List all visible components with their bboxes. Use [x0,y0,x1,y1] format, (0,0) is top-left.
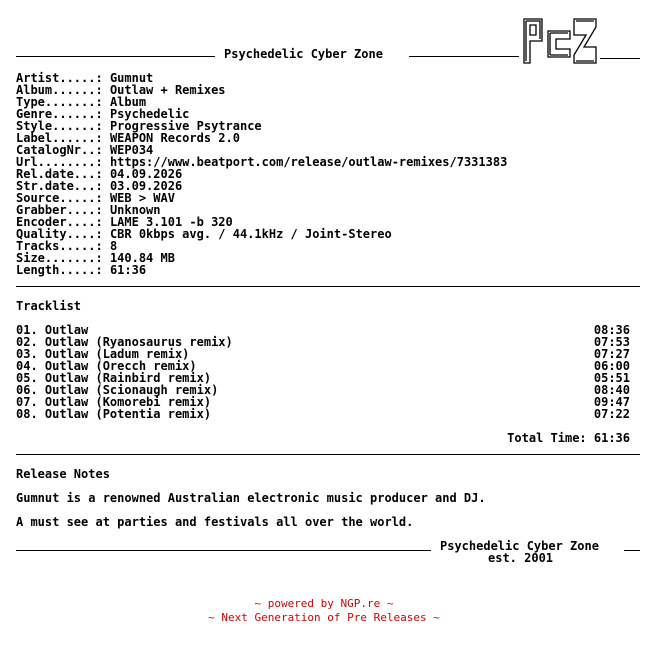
track-title: 05. Outlaw (Rainbird remix) [16,371,212,385]
info-row: Type.......: Album [16,95,147,109]
release-url-link[interactable]: https://www.beatport.com/release/outlaw-remixes/7331383 [109,155,508,169]
header-rule-left [16,56,215,57]
info-row-url: Url........: https://www.beatport.com/release/outlaw-remixes/7331383 [16,155,508,169]
track-title: 08. Outlaw (Potentia remix) [16,407,212,421]
info-row: Rel.date...: 04.09.2026 [16,167,183,181]
header-rule-far-right [600,58,640,59]
track-time: 05:51 [593,371,630,385]
svg-text:PCZ: PCZ [560,64,562,65]
footer-powered-by: ~ powered by NGP.re ~ [254,597,394,610]
info-row: Quality....: CBR 0kbps avg. / 44.1kHz / Joint-Stereo [16,227,392,241]
info-row: Size.......: 140.84 MB [16,251,175,265]
section-divider [16,454,640,455]
release-notes-line: Gumnut is a renowned Australian electronic music producer and DJ. [16,491,486,505]
track-time: 09:47 [593,395,630,409]
track-title: 01. Outlaw [16,323,89,337]
info-row: Str.date...: 03.09.2026 [16,179,183,193]
signature-est: est. 2001 [488,551,554,565]
info-row: Album......: Outlaw + Remixes [16,83,226,97]
track-time: 08:36 [593,323,630,337]
track-title: 07. Outlaw (Komorebi remix) [16,395,212,409]
section-divider [16,286,640,287]
info-row: Encoder....: LAME 3.101 -b 320 [16,215,233,229]
track-time: 07:53 [593,335,630,349]
info-row: Artist.....: Gumnut [16,71,154,85]
release-notes-line: A must see at parties and festivals all over the world. [16,515,414,529]
info-row: Style......: Progressive Psytrance [16,119,262,133]
info-row: Tracks.....: 8 [16,239,118,253]
tracklist-heading: Tracklist [16,299,82,313]
info-row: Genre......: Psychedelic [16,107,190,121]
info-row: Label......: WEAPON Records 2.0 [16,131,240,145]
track-title: 02. Outlaw (Ryanosaurus remix) [16,335,233,349]
signature-rule-right [624,550,640,551]
track-time: 07:22 [593,407,630,421]
pcz-logo-icon [522,17,598,65]
info-row: Source.....: WEB > WAV [16,191,175,205]
track-title: 04. Outlaw (Orecch remix) [16,359,197,373]
signature-name: Psychedelic Cyber Zone [440,539,599,553]
total-time: Total Time: 61:36 [507,431,630,445]
info-row: Length.....: 61:36 [16,263,147,277]
info-row: Grabber....: Unknown [16,203,161,217]
info-row: CatalogNr..: WEP034 [16,143,154,157]
track-time: 06:00 [593,359,630,373]
release-notes-heading: Release Notes [16,467,110,481]
signature-rule-left [16,550,431,551]
header-title: Psychedelic Cyber Zone [224,47,383,61]
header-rule-right [409,56,519,57]
track-title: 03. Outlaw (Ladum remix) [16,347,190,361]
track-title: 06. Outlaw (Scionaugh remix) [16,383,219,397]
track-time: 08:40 [593,383,630,397]
track-time: 07:27 [593,347,630,361]
footer-tagline: ~ Next Generation of Pre Releases ~ [208,611,440,624]
